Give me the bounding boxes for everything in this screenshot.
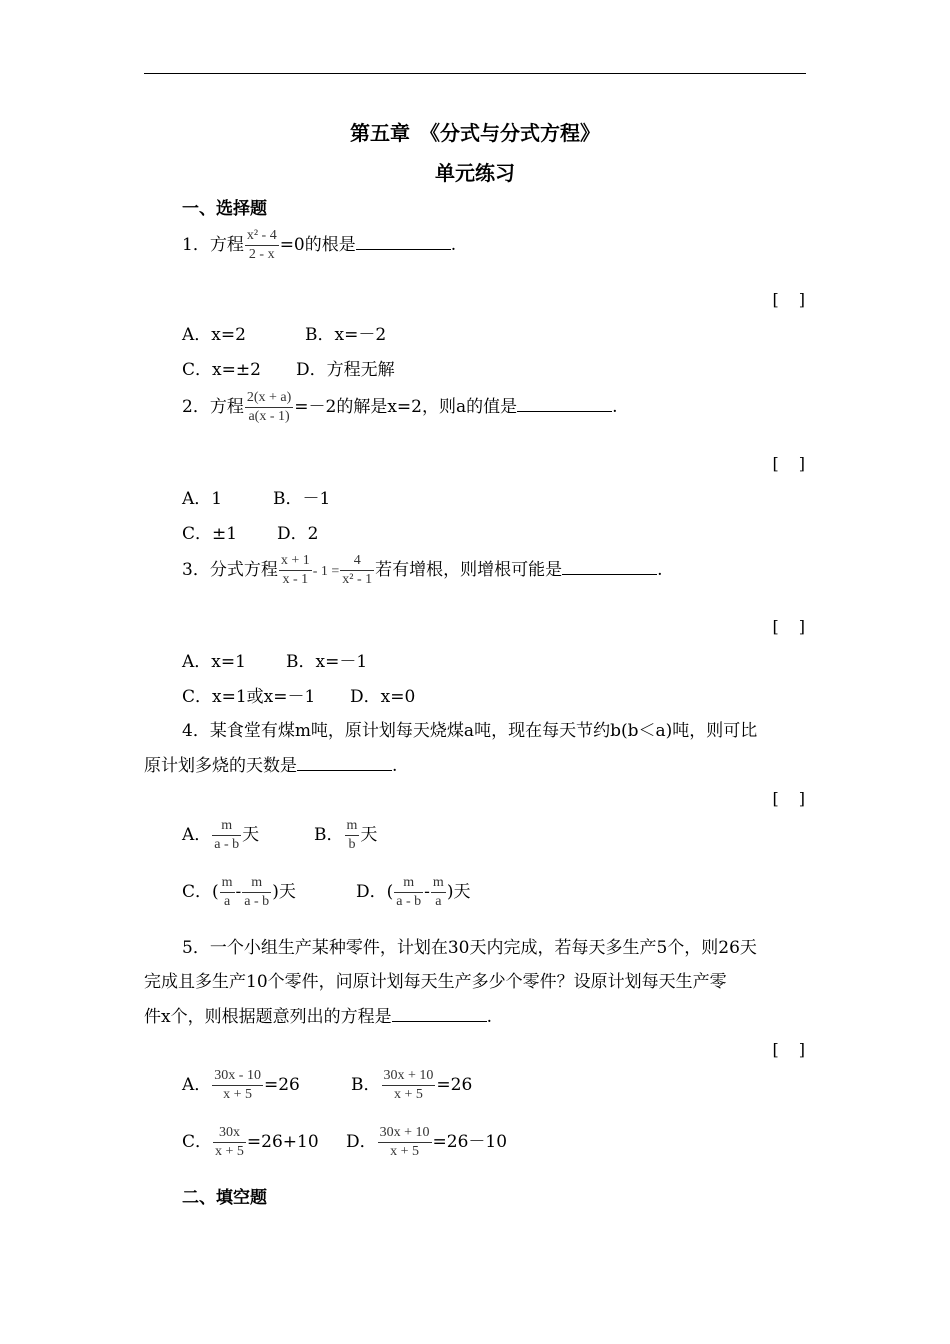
q3-numerator-1: x + 1 [279, 553, 312, 571]
q5-option-b-label: B． [351, 1075, 381, 1095]
section-heading-choice: 一、选择题 [182, 199, 267, 219]
q3-fraction-2 [340, 553, 374, 588]
question-1 [182, 228, 456, 263]
q4-b-unit: 天 [360, 825, 378, 845]
q4-line-1: 4．某食堂有煤m吨，原计划每天烧煤a吨，现在每天节约b(b＜a)吨，则可比 [182, 721, 758, 741]
q4-c-fraction-1 [220, 875, 235, 910]
q4-a-numerator: m [212, 818, 241, 836]
q5-b-denominator: x + 5 [394, 1087, 423, 1102]
q5-option-a-label: A． [182, 1075, 212, 1095]
q3-denominator-2: x² - 1 [342, 572, 373, 587]
q1-option-c: C．x=±2 [182, 360, 261, 380]
q2-numerator: 2(x + a) [245, 390, 293, 408]
question-3 [182, 553, 663, 588]
q4-a-denominator: a - b [214, 837, 240, 852]
q2-denominator: a(x - 1) [248, 409, 290, 424]
q1-prefix: 1．方程 [182, 235, 244, 255]
header-rule [144, 73, 806, 74]
q4-c-numerator-2: m [242, 875, 271, 893]
q1-denominator: 2 - x [248, 247, 275, 262]
q2-fraction [245, 390, 293, 425]
q3-denominator-1: x - 1 [282, 572, 309, 587]
q4-b-denominator: b [348, 837, 356, 852]
q5-d-fraction [378, 1125, 432, 1160]
q2-option-d: D．2 [277, 524, 319, 544]
chapter-title: 第五章 《分式与分式方程》 [350, 121, 600, 145]
q1-option-d: D．方程无解 [296, 360, 395, 380]
q2-prefix: 2．方程 [182, 397, 244, 417]
q5-d-denominator: x + 5 [390, 1144, 420, 1159]
q5-b-numerator: 30x + 10 [382, 1068, 436, 1086]
q4-c-unit: 天 [278, 882, 296, 902]
q5-option-c [182, 1125, 319, 1160]
q5-d-numerator: 30x + 10 [378, 1125, 432, 1143]
q3-option-c: C．x=1或x=－1 [182, 687, 316, 707]
q3-end: . [657, 560, 663, 580]
q1-option-b: B．x=－2 [305, 325, 387, 345]
q5-a-fraction [212, 1068, 263, 1103]
answer-bracket: [ ] [772, 290, 807, 309]
q5-c-denominator: x + 5 [215, 1144, 244, 1159]
q4-c-denominator-2: a - b [244, 894, 270, 909]
q4-option-d: D．( $\frac{m}{a - b}$ - $\frac{m}{a}$ )天 [356, 875, 471, 909]
q4-c-numerator-1: m [220, 875, 235, 893]
q4-d-fraction-2 [431, 875, 446, 910]
q2-option-b: B．－1 [273, 489, 331, 509]
q4-d-numerator-1: m [394, 875, 423, 893]
q3-numerator-2: 4 [340, 553, 374, 571]
q4-d-unit: 天 [453, 882, 471, 902]
q4-option-c: C．( $\frac{m}{a}$ - $\frac{m}{a - b}$ )天 [182, 875, 296, 909]
q4-option-b-label: B． [314, 825, 344, 845]
q5-line-1: 5．一个小组生产某种零件，计划在30天内完成，若每天多生产5个，则26天 [182, 938, 757, 958]
q1-suffix: =0的根是 [279, 235, 356, 255]
q4-c-denominator-1: a [223, 894, 231, 909]
q5-end: . [486, 1007, 492, 1027]
q4-b-fraction [345, 818, 360, 853]
q4-a-unit: 天 [242, 825, 260, 845]
q5-option-d [346, 1125, 507, 1160]
q4-option-b [314, 818, 377, 853]
q1-fraction [245, 228, 279, 263]
answer-bracket: [ ] [772, 617, 807, 636]
q5-b-rhs: =26 [436, 1075, 473, 1095]
q1-numerator: x² - 4 [245, 228, 279, 246]
q4-b-numerator: m [345, 818, 360, 836]
answer-blank[interactable] [392, 1007, 487, 1022]
q4-d-denominator-1: a - b [396, 894, 422, 909]
q5-d-rhs: =26－10 [432, 1132, 508, 1152]
q4-option-c-label: C． [182, 882, 213, 902]
q5-line-3-text: 件x个，则根据题意列出的方程是 [144, 1007, 392, 1027]
q4-a-fraction [212, 818, 241, 853]
q5-a-denominator: x + 5 [223, 1087, 253, 1102]
q5-c-numerator: 30x [213, 1125, 246, 1143]
q4-d-fraction-1 [394, 875, 423, 910]
q3-option-b: B．x=－1 [286, 652, 368, 672]
q4-option-d-label: D． [356, 882, 387, 902]
q4-line-2-text: 原计划多烧的天数是 [144, 756, 297, 776]
q4-option-a [182, 818, 259, 853]
q2-option-a: A．1 [182, 489, 223, 509]
q5-a-rhs: =26 [263, 1075, 300, 1095]
q1-option-a: A．x=2 [182, 325, 246, 345]
subtitle: 单元练习 [435, 161, 515, 185]
q3-option-d: D．x=0 [350, 687, 416, 707]
q5-line-2: 完成且多生产10个零件，问原计划每天生产多少个零件？设原计划每天生产零 [144, 972, 727, 992]
answer-bracket: [ ] [772, 454, 807, 473]
q5-option-c-label: C． [182, 1132, 213, 1152]
q5-a-numerator: 30x - 10 [212, 1068, 263, 1086]
q5-c-fraction [213, 1125, 246, 1160]
q5-option-a [182, 1068, 300, 1103]
answer-bracket: [ ] [772, 1040, 807, 1059]
q4-option-a-label: A． [182, 825, 212, 845]
q3-option-a: A．x=1 [182, 652, 246, 672]
q3-mid: - 1 = [312, 564, 340, 579]
q5-option-d-label: D． [346, 1132, 377, 1152]
answer-bracket: [ ] [772, 789, 807, 808]
q4-end: . [392, 756, 398, 776]
answer-blank[interactable] [562, 560, 657, 575]
q4-d-denominator-2: a [435, 894, 442, 909]
q4-c-fraction-2 [242, 875, 271, 910]
q4-d-numerator-2: m [431, 875, 446, 893]
q2-option-c: C．±1 [182, 524, 238, 544]
q1-end: . [450, 235, 457, 255]
q2-end: . [612, 397, 618, 417]
question-2 [182, 390, 618, 425]
q3-suffix: 若有增根，则增根可能是 [375, 560, 563, 580]
answer-blank[interactable] [297, 756, 392, 771]
q5-c-rhs: =26+10 [246, 1132, 319, 1152]
answer-blank[interactable] [517, 397, 612, 412]
q5-line-3 [144, 1002, 492, 1027]
q5-b-fraction [382, 1068, 436, 1103]
q3-prefix: 3．分式方程 [182, 560, 278, 580]
q5-option-b [351, 1068, 472, 1103]
q3-fraction-1 [279, 553, 312, 588]
section-heading-fill: 二、填空题 [182, 1188, 267, 1208]
answer-blank[interactable] [356, 235, 451, 250]
q4-line-2 [144, 751, 397, 776]
q2-suffix: =－2的解是x=2，则a的值是 [294, 397, 518, 417]
